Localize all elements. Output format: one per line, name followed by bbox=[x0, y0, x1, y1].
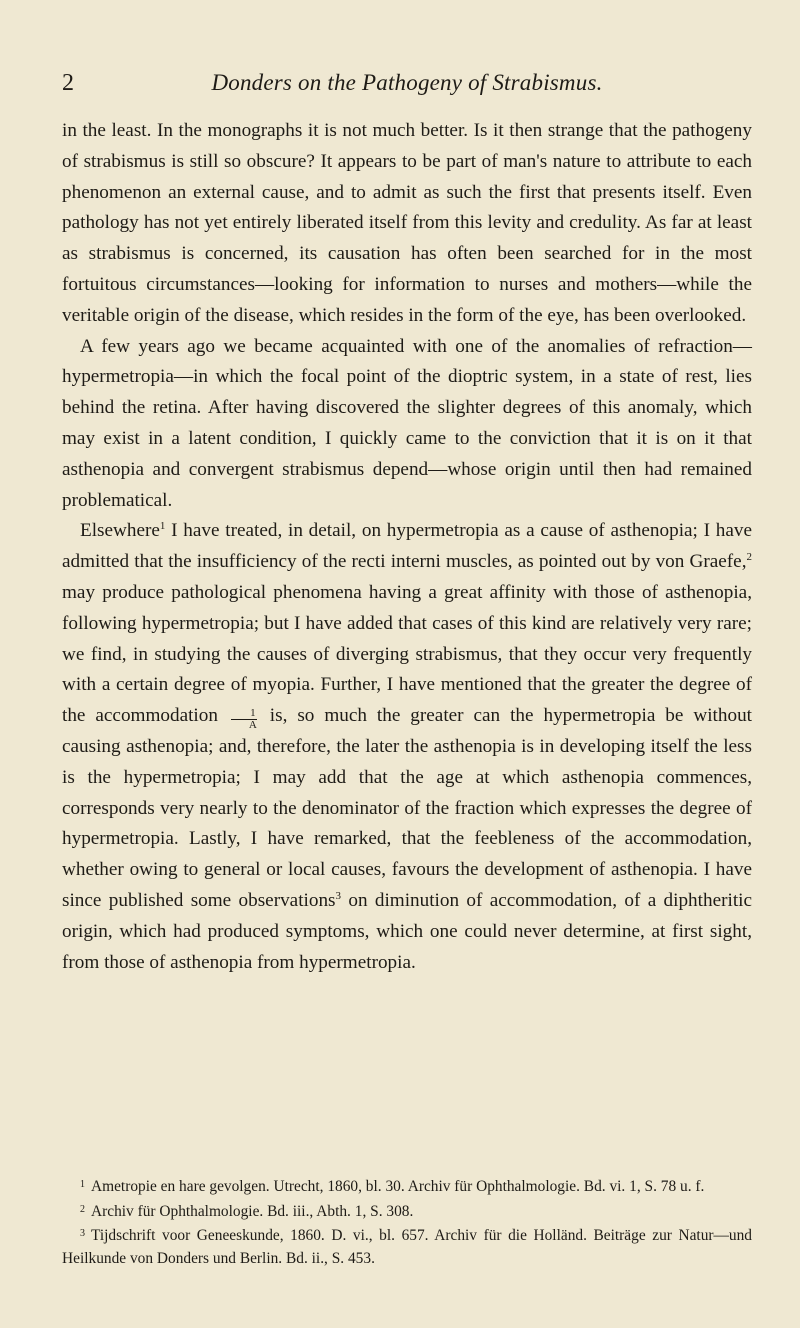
footnote-2 bbox=[62, 1199, 752, 1224]
paragraph-3 bbox=[62, 516, 752, 978]
running-title: Donders on the Pathogeny of Strabismus. bbox=[211, 70, 603, 95]
footnote-text: Ametropie en hare gevolgen. Utrecht, 1860, bl. 30. Archiv für Ophthalmologie. Bd. vi. 1, S. 78 u. f. bbox=[91, 1178, 705, 1195]
footnote-ref-2[interactable]: 2 bbox=[746, 551, 752, 564]
footnote-1 bbox=[62, 1174, 752, 1199]
running-head bbox=[62, 70, 752, 104]
footnote-ref-3[interactable]: 3 bbox=[335, 889, 342, 902]
paragraph-1: in the least. In the monographs it is not much better. Is it then strange that the pathogeny of strabismus is still so obscure? It appears to be part of man's nature to attribute to each phenomenon an external cause, and to admit as such the first that presents itself. Even pathology has not yet entirely liberated itself from this levity and credulity. As far at least as strabismus is concerned, its causation has often been searched for in the most fortuitous circumstances—looking for information to nurses and mothers—while the veritable origin of the disease, which resides in the form of the eye, has been overlooked. bbox=[62, 120, 752, 326]
footnote-mark: 3 bbox=[80, 1228, 85, 1239]
footnote-3 bbox=[62, 1223, 752, 1270]
fraction-one-over-a bbox=[231, 708, 257, 731]
paragraph-3-text: Elsewhere bbox=[80, 520, 160, 542]
paragraph-3-text: on diminution of accommodation, of a diphtheritic origin, which had produced symptoms, which one could never determine, at first sight, from those of asthenopia from hypermetropia. bbox=[62, 889, 752, 973]
fraction-denominator: A bbox=[248, 719, 257, 732]
paragraph-3-text: is, so much the greater can the hypermetropia be without causing asthenopia; and, therefore, the later the asthenopia is in developing itself the less is the hypermetropia; I may add that the age at which asthenopia commences, corresponds very nearly to the denominator of the fraction which expresses the degree of hypermetropia. Lastly, I have remarked, that the feebleness of the accommodation, whether owing to general or local causes, favours the development of asthenopia. I have since published some observations bbox=[62, 705, 752, 911]
page-number: 2 bbox=[62, 70, 74, 96]
footnotes bbox=[62, 1174, 752, 1270]
paragraph-2: A few years ago we became acquainted with one of the anomalies of refraction—hypermetropia—in which the focal point of the dioptric system, in a state of rest, lies behind the retina. After having discovered the slighter degrees of this anomaly, which may exist in a latent condition, I quickly came to the conviction that it is on it that asthenopia and convergent strabismus depend—whose origin until then had remained problematical. bbox=[62, 335, 752, 511]
paragraph-3-text: may produce pathological phenomena having a great affinity with those of asthenopia, following hypermetropia; but I have added that cases of this kind are relatively very rare; we find, in studying the causes of diverging strabismus, that they occur very frequently with a certain degree of myopia. Further, I have mentioned that the greater the degree of the accommodation bbox=[62, 581, 752, 727]
footnote-mark: 2 bbox=[80, 1203, 85, 1215]
footnote-text: Tijdschrift voor Geneeskunde, 1860. D. vi., bl. 657. Archiv für die Holländ. Beiträge zur Natur—und Heilkunde von Donders und Berlin. Bd. ii., S. 453. bbox=[62, 1227, 752, 1267]
body-text bbox=[62, 116, 752, 978]
footnote-text: Archiv für Ophthalmologie. Bd. iii., Abth. 1, S. 308. bbox=[91, 1202, 414, 1220]
footnote-mark: 1 bbox=[80, 1179, 85, 1190]
footnote-ref-1[interactable]: 1 bbox=[159, 520, 166, 533]
paragraph-3-text: I have treated, in detail, on hypermetropia as a cause of asthenopia; I have admitted that the insufficiency of the recti interni muscles, as pointed out by von Graefe, bbox=[62, 520, 752, 573]
fraction-numerator: 1 bbox=[231, 708, 257, 720]
